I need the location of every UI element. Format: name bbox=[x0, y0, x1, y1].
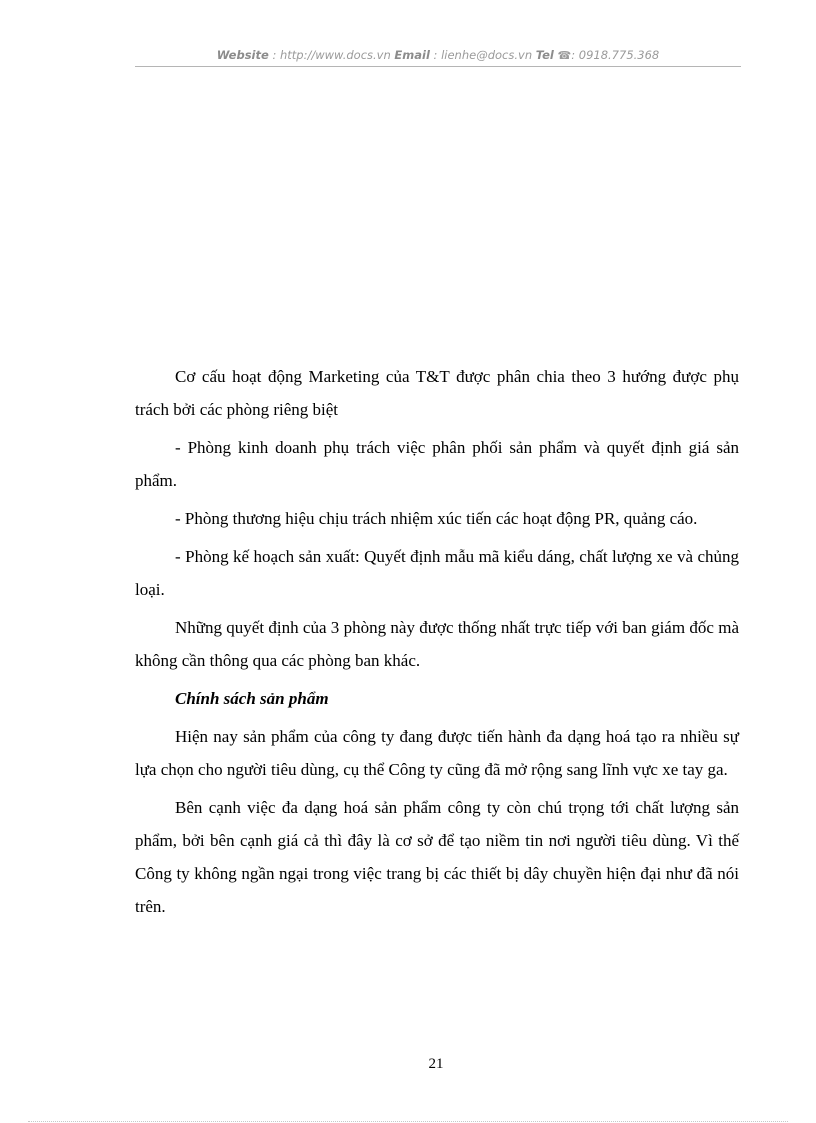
phone-icon: ☎ bbox=[557, 49, 572, 62]
section-heading-product-policy: Chính sách sản phẩm bbox=[175, 689, 329, 708]
website-label: Website bbox=[216, 48, 269, 62]
paragraph-sales-department: - Phòng kinh doanh phụ trách việc phân phối sản phẩm và quyết định giá sản phẩm. bbox=[135, 438, 739, 490]
document-body bbox=[135, 360, 739, 928]
paragraph-diversification: Hiện nay sản phẩm của công ty đang được tiến hành đa dạng hoá tạo ra nhiều sự lựa chọn cho người tiêu dùng, cụ thể Công ty cũng đã mở rộng sang lĩnh vực xe tay ga. bbox=[135, 727, 739, 779]
header-divider bbox=[135, 66, 741, 67]
paragraph-quality: Bên cạnh việc đa dạng hoá sản phẩm công ty còn chú trọng tới chất lượng sản phẩm, bởi bên cạnh giá cả thì đây là cơ sở để tạo niềm tin nơi người tiêu dùng. Vì thế Công ty không ngần ngại trong việc trang bị các thiết bị dây chuyền hiện đại như đã nói trên. bbox=[135, 798, 739, 916]
page-header bbox=[135, 48, 741, 62]
email-label: Email bbox=[394, 48, 430, 62]
tel-label: Tel bbox=[535, 48, 554, 62]
email-address: : lienhe@docs.vn bbox=[429, 48, 536, 62]
paragraph-production-department: - Phòng kế hoạch sản xuất: Quyết định mẫu mã kiểu dáng, chất lượng xe và chủng loại. bbox=[135, 547, 739, 599]
footer-divider bbox=[28, 1121, 788, 1122]
paragraph-brand-department: - Phòng thương hiệu chịu trách nhiệm xúc tiến các hoạt động PR, quảng cáo. bbox=[175, 509, 698, 528]
website-url: : http://www.docs.vn bbox=[268, 48, 395, 62]
paragraph-marketing-structure: Cơ cấu hoạt động Marketing của T&T được phân chia theo 3 hướng được phụ trách bởi các phòng riêng biệt bbox=[135, 367, 739, 419]
tel-number: : 0918.775.368 bbox=[571, 48, 660, 62]
page-number: 21 bbox=[428, 1056, 444, 1072]
paragraph-decisions: Những quyết định của 3 phòng này được thống nhất trực tiếp với ban giám đốc mà không cần thông qua các phòng ban khác. bbox=[135, 618, 739, 670]
